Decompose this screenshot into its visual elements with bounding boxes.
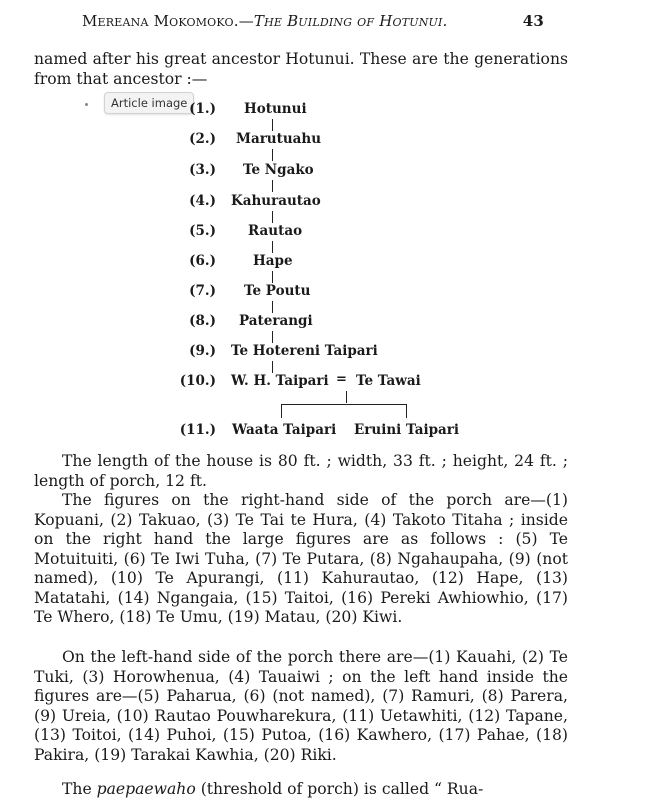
threshold-text-start: The (62, 780, 97, 798)
gen-number: (6.) (189, 253, 216, 269)
gen-name: Hotunui (244, 101, 307, 117)
gen-name: Rautao (248, 223, 303, 239)
descent-line (272, 119, 273, 131)
descent-line (272, 271, 273, 283)
gen-name: Te Poutu (244, 283, 311, 299)
child-line (406, 404, 407, 418)
descent-line (272, 361, 273, 373)
house-dimensions-paragraph: The length of the house is 80 ft. ; width, 33 ft. ; height, 24 ft. ; length of porch, 12 ft. (34, 452, 568, 490)
page-number: 43 (522, 12, 544, 30)
gen-number: (3.) (189, 162, 216, 178)
gen-number: (5.) (189, 223, 216, 239)
article-image-badge[interactable]: Article image (104, 92, 194, 114)
gen-name: Paterangi (239, 313, 313, 329)
left-figures-paragraph: On the left-hand side of the porch there are—(1) Kauahi, (2) Te Tuki, (3) Horowhenua, (4) Tauaiwi ; on the left hand inside the figures are—(5) Paharua, (6) (not named), (7) Ramuri, (8) Parera, (9) Ureia, (10) Rautao Pouwharekura, (11) Uetawhiti, (12) Tapane, (13) Toitoi, (14) Puhoi, (15) Putoa, (16) Kawhero, (17) Pahae, (18) Pakira, (19) Tarakai Kawhia, (20) Riki. (34, 648, 568, 764)
descent-line (272, 241, 273, 253)
gen-name: Marutuahu (236, 131, 322, 147)
gen-number: (9.) (189, 343, 216, 359)
descent-line (272, 149, 273, 161)
descent-line (346, 391, 347, 403)
gen-number: (4.) (189, 193, 216, 209)
header-author: Mereana Mokomoko.— (82, 12, 254, 30)
descent-line (272, 331, 273, 343)
gen-name: Te Ngako (243, 162, 314, 178)
descent-line (272, 180, 273, 192)
child-line (281, 404, 282, 418)
threshold-paragraph (34, 780, 568, 800)
gen-number: (8.) (189, 313, 216, 329)
gen-number: (7.) (189, 283, 216, 299)
gen-name: Kahurautao (231, 193, 321, 209)
gen-child: Eruini Taipari (354, 422, 460, 438)
threshold-term: paepaewaho (96, 780, 196, 798)
header-title: The Building of Hotunui. (253, 12, 448, 30)
gen-number: (1.) (189, 101, 216, 117)
threshold-text-end: (threshold of porch) is called “ Rua- (195, 780, 484, 798)
descent-line (272, 301, 273, 313)
gen-number: (2.) (189, 131, 216, 147)
sibling-bar (281, 404, 407, 405)
descent-line (272, 211, 273, 223)
gen-number: (11.) (179, 422, 216, 438)
gen-spouse: Te Tawai (356, 373, 421, 389)
gen-name: W. H. Taipari (231, 373, 329, 389)
gen-child: Waata Taipari (232, 422, 337, 438)
list-bullet-dot (85, 103, 88, 106)
gen-name: Te Hotereni Taipari (231, 343, 378, 359)
intro-paragraph: named after his great ancestor Hotunui. These are the generations from that ancestor :— (34, 50, 568, 88)
right-figures-paragraph: The figures on the right-hand side of the porch are—(1) Kopuani, (2) Takuao, (3) Te Tai te Hura, (4) Takoto Titaha ; inside on the right hand the large figures are as follows : (5) Te Motuituiti, (6) Te Iwi Tuha, (7) Te Putara, (8) Ngahaupaha, (9) (not named), (10) Te Apurangi, (11) Kahurautao, (12) Hape, (13) Matatahi, (14) Ngangaia, (15) Taitoi, (16) Pereki Awhiowhio, (17) Te Whero, (18) Te Umu, (19) Matau, (20) Kiwi. (34, 491, 568, 626)
gen-name: Hape (253, 253, 293, 269)
running-header (82, 12, 544, 30)
gen-number: (10.) (179, 373, 216, 389)
running-head (82, 12, 448, 30)
marriage-sign: = (336, 372, 347, 387)
